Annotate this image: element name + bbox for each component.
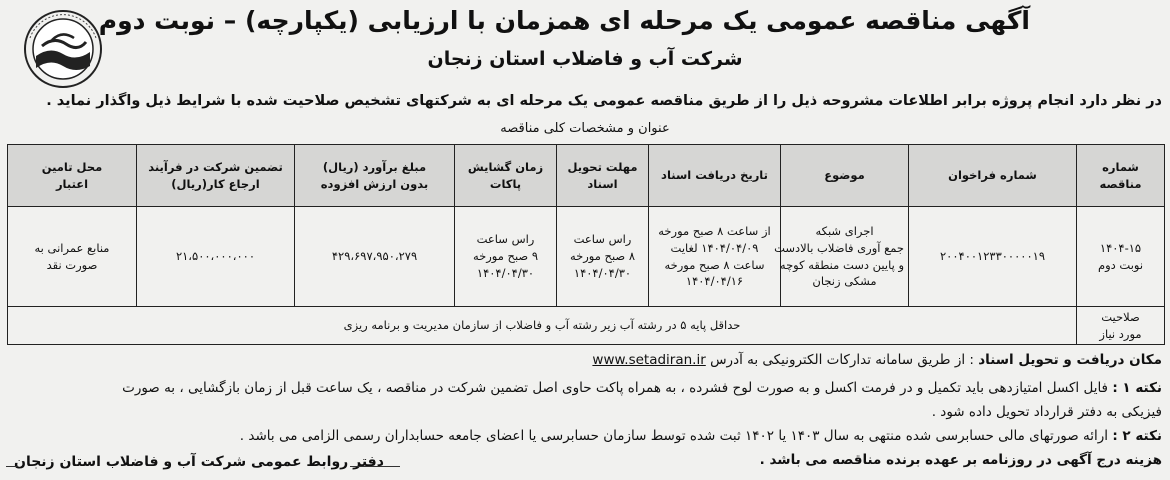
cell-opening: راس ساعت ۹ صبح مورخه ۱۴۰۴/۰۴/۳۰ — [455, 207, 557, 307]
document-place-label: مکان دریافت و تحویل اسناد — [978, 352, 1162, 368]
cell-deadline: راس ساعت ۸ صبح مورخه ۱۴۰۴/۰۴/۳۰ — [557, 207, 649, 307]
signature-bracket-right — [350, 466, 400, 480]
note-1-label: نکته ۱ : — [1112, 380, 1162, 396]
header-opening: زمان گشایش پاکات — [455, 145, 557, 207]
cell-tender-no: ۱۴۰۴-۱۵ نوبت دوم — [1077, 207, 1165, 307]
cell-guarantee: ۲۱،۵۰۰،۰۰۰،۰۰۰ — [137, 207, 295, 307]
header-receive-date: تاریخ دریافت اسناد — [649, 145, 781, 207]
notice-title: آگهی مناقصه عمومی یک مرحله ای همزمان با ارزیابی (یکپارچه) – نوبت دوم — [98, 6, 1030, 35]
note-2-text: ارائه صورتهای مالی حسابرسی شده منتهی به سال ۱۴۰۳ یا ۱۴۰۲ ثبت شده توسط سازمان حسابرسی یا اعضای جامعه حسابداران رسمی الزامی می باشد . — [239, 428, 1109, 444]
water-company-logo-icon — [22, 8, 104, 90]
setadiran-link[interactable]: www.setadiran.ir — [592, 352, 706, 368]
document-place-text: : از طریق سامانه تدارکات الکترونیکی به آدرس — [710, 352, 974, 368]
header-deadline: مهلت تحویل اسناد — [557, 145, 649, 207]
table-header-row — [8, 145, 1165, 207]
cell-subject: اجرای شبکه جمع آوری فاضلاب بالادست و پایین دست منطقه کوچه مشکی زنجان — [781, 207, 909, 307]
cell-receive-date: از ساعت ۸ صبح مورخه ۱۴۰۴/۰۴/۰۹ لغایت ساعت ۸ صبح مورخه ۱۴۰۴/۰۴/۱۶ — [649, 207, 781, 307]
company-name: شرکت آب و فاضلاب استان زنجان — [427, 48, 743, 70]
document-place — [8, 352, 1162, 368]
header-tender-no: شماره مناقصه — [1077, 145, 1165, 207]
table-caption: عنوان و مشخصات کلی مناقصه — [500, 121, 670, 136]
note-1-continued: فیزیکی به دفتر قرارداد تحویل داده شود . — [931, 404, 1162, 420]
header-call-no: شماره فراخوان — [909, 145, 1077, 207]
qualification-text: حداقل پایه ۵ در رشته آب زیر رشته آب و فاضلاب از سازمان مدیریت و برنامه ریزی — [8, 307, 1077, 345]
header-subject: موضوع — [781, 145, 909, 207]
cell-estimate: ۴۲۹،۶۹۷،۹۵۰،۲۷۹ — [295, 207, 455, 307]
table-row — [8, 207, 1165, 307]
signature-bracket-left — [6, 466, 18, 480]
note-2-label: نکته ۲ : — [1112, 428, 1162, 444]
intro-paragraph: در نظر دارد انجام پروژه برابر اطلاعات مشروحه ذیل را از طریق مناقصه عمومی یک مرحله ای به شرکتهای تشخیص صلاحیت شده با شرایط ذیل واگذار نماید . — [46, 93, 1162, 109]
qualification-row — [8, 307, 1165, 345]
note-2 — [8, 428, 1162, 444]
cell-funding: منابع عمرانی به صورت نقد — [8, 207, 137, 307]
note-1-text: فایل اکسل امتیازدهی باید تکمیل و در فرمت اکسل و به صورت لوح فشرده ، به همراه پاکت حاوی اصل تضمین شرکت در مناقصه ، یک ساعت قبل از زمان بازگشایی ، به صورت — [122, 380, 1109, 396]
qualification-label: صلاحیت مورد نیاز — [1077, 307, 1165, 345]
header-estimate: مبلغ برآورد (ریال) بدون ارزش افزوده — [295, 145, 455, 207]
signature: دفتر روابط عمومی شرکت آب و فاضلاب استان زنجان — [14, 454, 384, 470]
cost-note: هزینه درج آگهی در روزنامه بر عهده برنده مناقصه می باشد . — [759, 452, 1162, 468]
header-funding: محل تامین اعتبار — [8, 145, 137, 207]
tender-table — [7, 144, 1165, 345]
note-1 — [8, 380, 1162, 396]
header-guarantee: تضمین شرکت در فرآیند ارجاع کار(ریال) — [137, 145, 295, 207]
cell-call-no: ۲۰۰۴۰۰۱۲۳۳۰۰۰۰۰۱۹ — [909, 207, 1077, 307]
